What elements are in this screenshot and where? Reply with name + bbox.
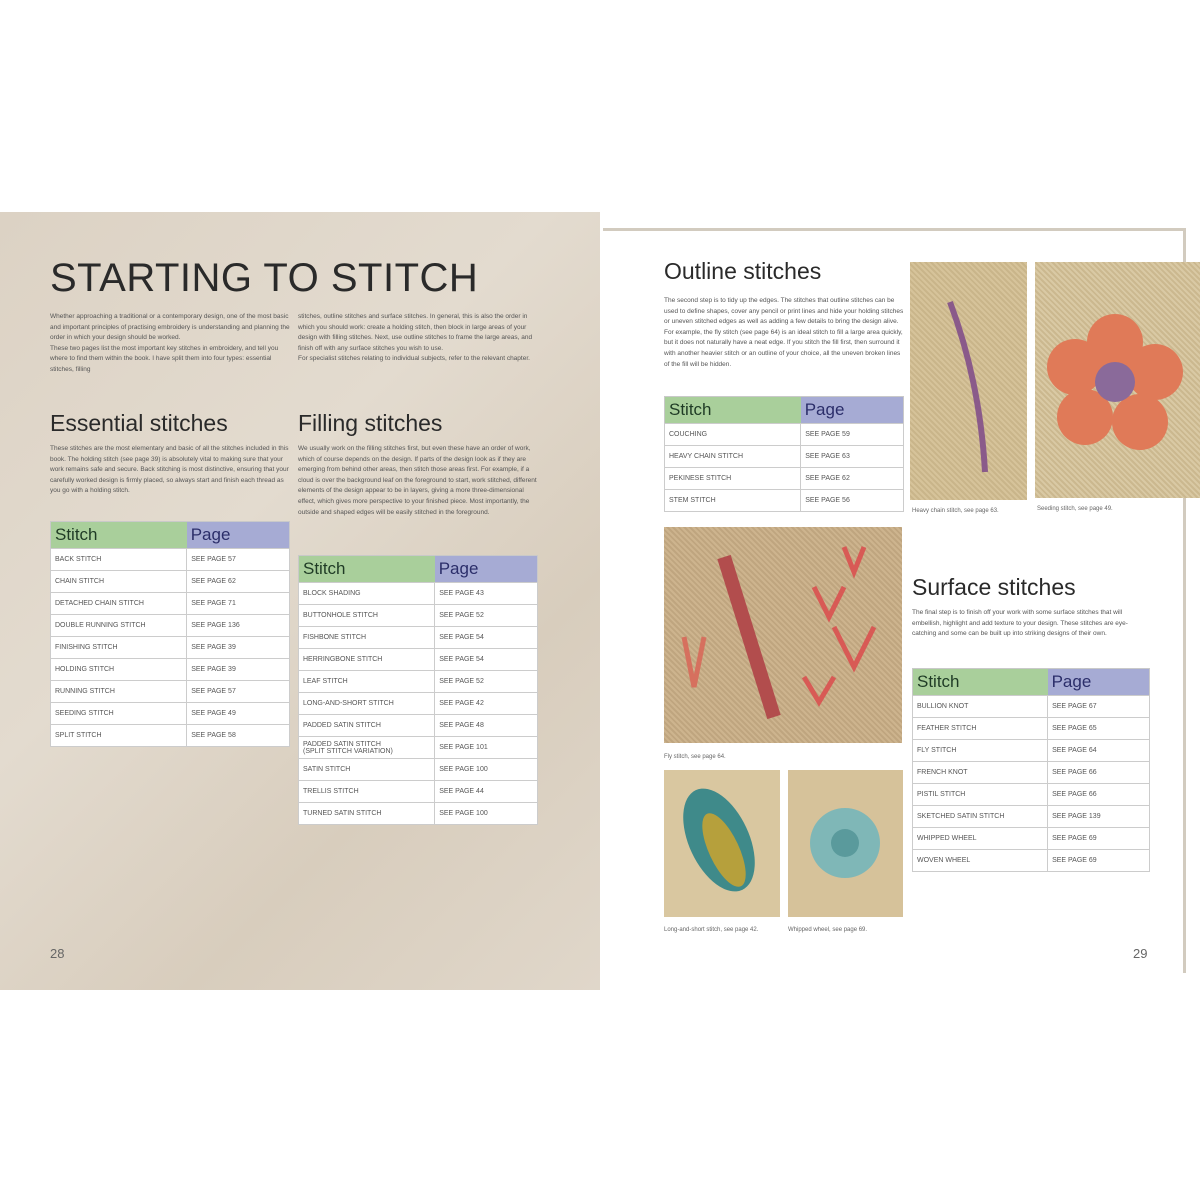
table-row	[299, 803, 538, 825]
stitch-name: BUTTONHOLE STITCH	[299, 605, 435, 627]
stitch-name: HERRINGBONE STITCH	[299, 649, 435, 671]
table-row	[665, 490, 904, 512]
page-number-left: 28	[50, 946, 65, 961]
surface-heading: Surface stitches	[912, 574, 1076, 600]
caption-whipped-wheel: Whipped wheel, see page 69.	[788, 927, 868, 933]
page-reference: SEE PAGE 67	[1048, 696, 1150, 718]
stitch-name: DETACHED CHAIN STITCH	[51, 593, 187, 615]
stitch-column-header: Stitch	[51, 522, 187, 549]
page-reference: SEE PAGE 52	[435, 671, 538, 693]
stitch-name: BULLION KNOT	[913, 696, 1048, 718]
table-row	[51, 593, 290, 615]
table-row	[299, 715, 538, 737]
stitch-name: SPLIT STITCH	[51, 725, 187, 747]
page-reference: SEE PAGE 62	[187, 571, 290, 593]
page-reference: SEE PAGE 139	[1048, 806, 1150, 828]
table-row	[299, 759, 538, 781]
table-row	[51, 571, 290, 593]
table-header-row	[299, 556, 538, 583]
page-reference: SEE PAGE 62	[801, 468, 904, 490]
stitch-name: BACK STITCH	[51, 549, 187, 571]
table-row	[51, 549, 290, 571]
page-column-header: Page	[801, 397, 904, 424]
table-row	[913, 850, 1150, 872]
surface-stitches-table	[912, 668, 1150, 872]
table-header-row	[51, 522, 290, 549]
page-reference: SEE PAGE 66	[1048, 762, 1150, 784]
page-reference: SEE PAGE 44	[435, 781, 538, 803]
table-row	[913, 784, 1150, 806]
outline-text: The second step is to tidy up the edges. The stitches that outline stitches can be used to define shapes, cover any pencil or print lines and hide your holding stitches or uneven stitched edges as well as adding a few details to bring the design alive. For example, the fly stitch (see page 64) is an ideal stitch to fill a large area quickly, but it does not naturally have a neat edge. If you stitch the fill first, then surround it with another heavier stitch or an outline of your choice, all the uneven broken lines of the fill will be hidden.	[664, 297, 904, 368]
outline-stitches-table	[664, 396, 904, 512]
page-reference: SEE PAGE 59	[801, 424, 904, 446]
stitch-name: HOLDING STITCH	[51, 659, 187, 681]
stitch-name: TRELLIS STITCH	[299, 781, 435, 803]
caption-long-short: Long-and-short stitch, see page 42.	[664, 927, 759, 933]
outline-heading: Outline stitches	[664, 258, 822, 284]
stitch-name: STEM STITCH	[665, 490, 801, 512]
seeding-stitch-photo	[1035, 262, 1200, 498]
stitch-name: FLY STITCH	[913, 740, 1048, 762]
page-reference: SEE PAGE 57	[187, 549, 290, 571]
stitch-name: PADDED SATIN STITCH	[299, 715, 435, 737]
table-row	[913, 762, 1150, 784]
table-row	[299, 781, 538, 803]
stitch-name: COUCHING	[665, 424, 801, 446]
caption-heavy-chain: Heavy chain stitch, see page 63.	[912, 508, 999, 514]
stitch-name: DOUBLE RUNNING STITCH	[51, 615, 187, 637]
whipped-wheel-photo	[788, 770, 903, 917]
stitch-name: FISHBONE STITCH	[299, 627, 435, 649]
table-row	[665, 446, 904, 468]
stitch-name: TURNED SATIN STITCH	[299, 803, 435, 825]
stitch-name: LONG-AND-SHORT STITCH	[299, 693, 435, 715]
page-number-right: 29	[1133, 946, 1148, 961]
table-row	[665, 424, 904, 446]
stitch-name: SATIN STITCH	[299, 759, 435, 781]
page-reference: SEE PAGE 58	[187, 725, 290, 747]
page-reference: SEE PAGE 49	[187, 703, 290, 725]
surface-text: The final step is to finish off your work with some surface stitches that will embellish, highlight and add texture to your design. These stitches are eye-catching and some can be built up into striking designs of their own.	[912, 609, 1128, 638]
page-reference: SEE PAGE 66	[1048, 784, 1150, 806]
stitch-name: LEAF STITCH	[299, 671, 435, 693]
filling-text: We usually work on the filling stitches first, but even these have an order of work, which of course depends on the design. If parts of the design look as if they are emerging from behind other areas, then stitch those areas first. For example, if a cloud is over the background leaf on the foreground to start, work stitched, different elements of the design appear to be in layers, giving a more three-dimensional effect, which gives more perspective to your finished piece. Most importantly, the outside and shaped edges will be easily stitched in the foreground.	[298, 445, 537, 516]
page-reference: SEE PAGE 69	[1048, 850, 1150, 872]
page-column-header: Page	[1048, 669, 1150, 696]
table-row	[913, 718, 1150, 740]
page-column-header: Page	[187, 522, 290, 549]
page-reference: SEE PAGE 54	[435, 627, 538, 649]
intro-text-col2: stitches, outline stitches and surface stitches. In general, this is also the order in which you should work: create a holding stitch, then block in large areas of your design with filling stitches. Next, use outline stitches to frame the large areas, and finish off with any surface stitches you wish to use. For specialist stitches relating to individual subjects, refer to the relevant chapter.	[298, 313, 533, 363]
page-reference: SEE PAGE 39	[187, 659, 290, 681]
stitch-name: FRENCH KNOT	[913, 762, 1048, 784]
table-header-row	[913, 669, 1150, 696]
page-reference: SEE PAGE 101	[435, 737, 538, 759]
essential-stitches-table	[50, 521, 290, 747]
page-title: STARTING TO STITCH	[50, 256, 479, 300]
stitch-name: CHAIN STITCH	[51, 571, 187, 593]
table-row	[51, 703, 290, 725]
long-and-short-stitch-photo	[664, 770, 780, 917]
page-reference: SEE PAGE 100	[435, 759, 538, 781]
fly-stitch-photo	[664, 527, 902, 743]
page-column-header: Page	[435, 556, 538, 583]
page-reference: SEE PAGE 63	[801, 446, 904, 468]
stitch-name: PEKINESE STITCH	[665, 468, 801, 490]
table-row	[51, 681, 290, 703]
stitch-name: FEATHER STITCH	[913, 718, 1048, 740]
table-row	[51, 725, 290, 747]
essential-text: These stitches are the most elementary and basic of all the stitches included in this book. The holding stitch (see page 39) is absolutely vital to making sure that your work remains safe and secure. Back stitching is most distinctive, ensuring that your carefully worked design is firmly placed, so always start and finish each thread as you go with a holding stitch.	[50, 445, 289, 495]
table-row	[299, 671, 538, 693]
table-row	[299, 693, 538, 715]
heavy-chain-stitch-photo	[910, 262, 1027, 500]
essential-heading: Essential stitches	[50, 410, 228, 436]
table-row	[51, 615, 290, 637]
page-reference: SEE PAGE 71	[187, 593, 290, 615]
stitch-name: FINISHING STITCH	[51, 637, 187, 659]
table-row	[913, 740, 1150, 762]
page-reference: SEE PAGE 43	[435, 583, 538, 605]
page-reference: SEE PAGE 136	[187, 615, 290, 637]
table-row	[913, 696, 1150, 718]
table-row	[299, 737, 538, 759]
page-reference: SEE PAGE 100	[435, 803, 538, 825]
stitch-column-header: Stitch	[665, 397, 801, 424]
table-row	[299, 627, 538, 649]
stitch-name: WOVEN WHEEL	[913, 850, 1048, 872]
table-row	[299, 605, 538, 627]
intro-text-col1: Whether approaching a traditional or a contemporary design, one of the most basic and important principles of practising embroidery is understanding and planning the order in which your design should be worked. These two pages list the most important key stitches in embroidery, and tell you where to find them within the book. I have split them into four types: essential stitches, filling	[50, 313, 290, 373]
filling-heading: Filling stitches	[298, 410, 443, 436]
page-reference: SEE PAGE 64	[1048, 740, 1150, 762]
stitch-name: WHIPPED WHEEL	[913, 828, 1048, 850]
stitch-column-header: Stitch	[299, 556, 435, 583]
filling-stitches-table	[298, 555, 538, 825]
page-reference: SEE PAGE 69	[1048, 828, 1150, 850]
stitch-name: HEAVY CHAIN STITCH	[665, 446, 801, 468]
stitch-name: BLOCK SHADING	[299, 583, 435, 605]
table-row	[299, 583, 538, 605]
stitch-name: SKETCHED SATIN STITCH	[913, 806, 1048, 828]
table-row	[913, 828, 1150, 850]
page-reference: SEE PAGE 54	[435, 649, 538, 671]
page-reference: SEE PAGE 42	[435, 693, 538, 715]
table-row	[51, 659, 290, 681]
table-row	[51, 637, 290, 659]
stitch-column-header: Stitch	[913, 669, 1048, 696]
page-reference: SEE PAGE 65	[1048, 718, 1150, 740]
page-reference: SEE PAGE 57	[187, 681, 290, 703]
caption-fly: Fly stitch, see page 64.	[664, 754, 726, 760]
page-reference: SEE PAGE 56	[801, 490, 904, 512]
stitch-name: PISTIL STITCH	[913, 784, 1048, 806]
page-reference: SEE PAGE 48	[435, 715, 538, 737]
page-reference: SEE PAGE 52	[435, 605, 538, 627]
table-header-row	[665, 397, 904, 424]
stitch-name: RUNNING STITCH	[51, 681, 187, 703]
caption-seeding: Seeding stitch, see page 49.	[1037, 506, 1113, 512]
stitch-name: SEEDING STITCH	[51, 703, 187, 725]
table-row	[665, 468, 904, 490]
table-row	[913, 806, 1150, 828]
stitch-name: PADDED SATIN STITCH (SPLIT STITCH VARIATION)	[299, 737, 435, 759]
page-reference: SEE PAGE 39	[187, 637, 290, 659]
table-row	[299, 649, 538, 671]
